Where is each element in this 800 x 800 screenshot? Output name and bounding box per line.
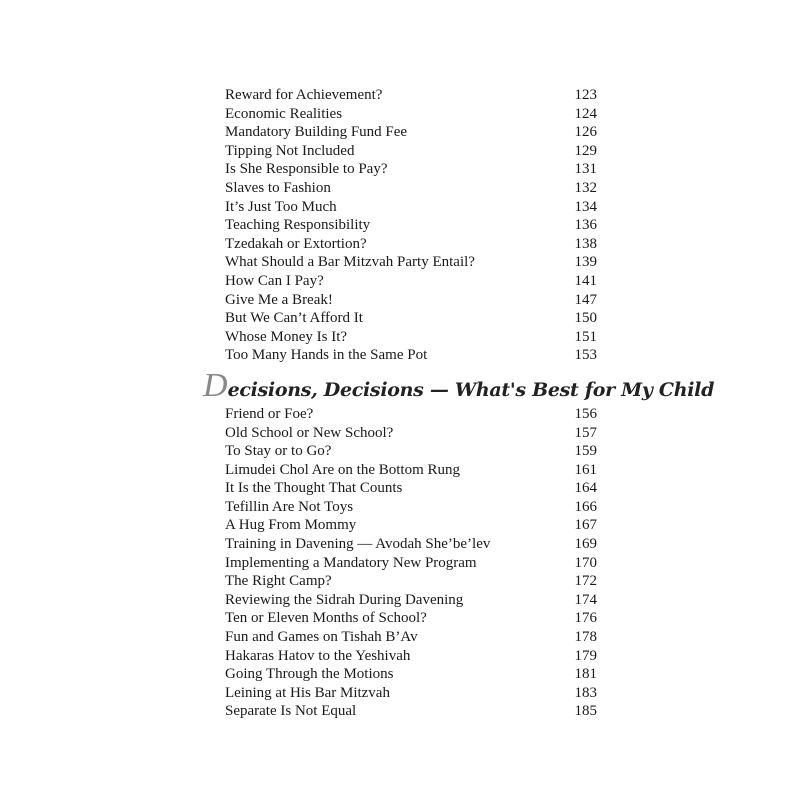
toc-entry [225,591,597,610]
toc-entry-page: 147 [574,291,597,308]
toc-entry [225,609,597,628]
toc-entry [225,647,597,666]
toc-entry [225,346,597,365]
toc-entry-title: Fun and Games on Tishah B’Av [225,629,418,646]
toc-entry [225,105,597,124]
toc-entry-title: Hakaras Hatov to the Yeshivah [225,647,411,664]
toc-entry [225,461,597,480]
toc-entry-title: Too Many Hands in the Same Pot [225,347,428,364]
toc-entry-page: 185 [574,703,597,720]
toc-entry-title: It Is the Thought That Counts [225,480,403,497]
toc-entry [225,328,597,347]
toc-entry [225,405,597,424]
toc-entry-title: Training in Davening — Avodah She’be’lev [225,536,491,553]
toc-entry-title: Reviewing the Sidrah During Davening [225,591,464,608]
toc-entry-page: 124 [574,105,597,122]
toc-entry-page: 132 [574,179,597,196]
toc-entry-page: 141 [574,272,597,289]
toc-entry-page: 129 [574,142,597,159]
toc-entry-page: 166 [574,498,597,515]
toc-entry [225,86,597,105]
toc-entry-title: Old School or New School? [225,424,394,441]
toc-entry [225,216,597,235]
toc-entry-title: Implementing a Mandatory New Program [225,554,477,571]
toc-entry [225,235,597,254]
toc-entry [225,198,597,217]
toc-entry [225,479,597,498]
toc-entry-page: 164 [574,480,597,497]
toc-entry-page: 134 [574,198,597,215]
toc-entry-title: A Hug From Mommy [225,517,357,534]
toc-entry [225,516,597,535]
toc-entry-title: Tzedakah or Extortion? [225,235,367,252]
toc-entry-page: 179 [574,647,597,664]
toc-entry-title: Tipping Not Included [225,142,355,159]
toc-entry-title: Whose Money Is It? [225,328,348,345]
toc-entry-title: Separate Is Not Equal [225,703,357,720]
toc-entry-page: 174 [574,591,597,608]
section-heading-text: ecisions, Decisions — What's Best for My Child [227,378,715,401]
toc-entry-title: Tefillin Are Not Toys [225,498,354,515]
table-of-contents-page [203,86,715,721]
toc-entry-title: Economic Realities [225,105,343,122]
toc-entry-page: 136 [574,217,597,234]
toc-list-part1 [225,86,597,365]
toc-entry [225,291,597,310]
toc-entry-title: The Right Camp? [225,573,332,590]
toc-entry-page: 181 [574,666,597,683]
toc-entry-page: 126 [574,124,597,141]
toc-entry [225,142,597,161]
toc-entry-page: 150 [574,310,597,327]
toc-entry [225,665,597,684]
toc-entry [225,442,597,461]
toc-entry-title: Friend or Foe? [225,405,314,422]
section-dropcap: D [203,366,228,404]
toc-entry [225,309,597,328]
toc-entry [225,554,597,573]
toc-entry-page: 139 [574,254,597,271]
toc-entry-title: How Can I Pay? [225,272,324,289]
toc-entry-page: 123 [574,87,597,103]
toc-entry-page: 178 [574,629,597,646]
toc-entry-title: Mandatory Building Fund Fee [225,124,408,141]
toc-list-part2 [225,405,597,721]
toc-entry-page: 151 [574,328,597,345]
toc-entry-title: What Should a Bar Mitzvah Party Entail? [225,254,475,271]
toc-entry [225,253,597,272]
toc-entry-title: Teaching Responsibility [225,217,371,234]
toc-entry-page: 176 [574,610,597,627]
toc-entry [225,123,597,142]
toc-entry-page: 169 [574,536,597,553]
toc-entry [225,535,597,554]
section-heading [203,366,715,405]
toc-entry-title: Give Me a Break! [225,291,333,308]
toc-entry [225,179,597,198]
toc-entry-page: 157 [574,424,597,441]
toc-entry [225,424,597,443]
toc-entry-page: 161 [574,461,597,478]
toc-entry [225,628,597,647]
toc-entry [225,572,597,591]
toc-entry [225,702,597,721]
toc-entry-title: To Stay or to Go? [225,443,332,460]
toc-entry-title: It’s Just Too Much [225,198,337,215]
toc-entry-page: 183 [574,684,597,701]
toc-entry-title: Leining at His Bar Mitzvah [225,684,390,701]
toc-entry [225,684,597,703]
toc-entry-page: 156 [574,405,597,422]
toc-entry-page: 131 [574,161,597,178]
toc-entry-title: Ten or Eleven Months of School? [225,610,427,627]
toc-entry-page: 167 [574,517,597,534]
toc-entry-page: 172 [574,573,597,590]
toc-entry-title: But We Can’t Afford It [225,310,363,327]
toc-entry-page: 159 [574,443,597,460]
toc-entry-title: Reward for Achievement? [225,87,383,103]
toc-entry-page: 138 [574,235,597,252]
toc-entry [225,498,597,517]
toc-entry-page: 170 [574,554,597,571]
toc-entry-title: Going Through the Motions [225,666,394,683]
toc-entry [225,160,597,179]
toc-entry-title: Is She Responsible to Pay? [225,161,388,178]
toc-entry [225,272,597,291]
toc-entry-title: Limudei Chol Are on the Bottom Rung [225,461,460,478]
toc-entry-title: Slaves to Fashion [225,179,331,196]
toc-entry-page: 153 [574,347,597,364]
